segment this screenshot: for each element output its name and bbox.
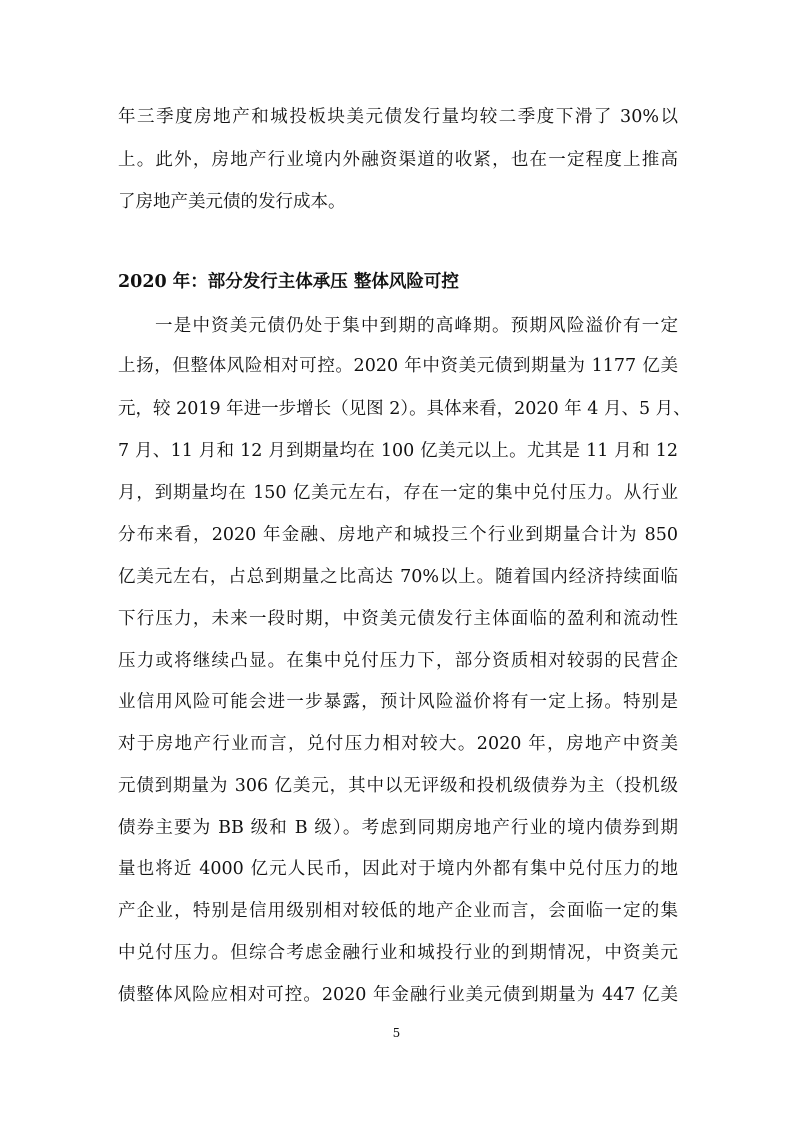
section-heading: 2020 年：部分发行主体承压 整体风险可控 — [118, 272, 459, 292]
body-line-13: 债券主要为 BB 级和 B 级）。考虑到同期房地产行业的境内债券到期 — [118, 818, 678, 838]
intro-line-3: 了房地产美元债的发行成本。 — [118, 192, 346, 212]
page-number: 5 — [392, 1026, 401, 1040]
body-line-1: 一是中资美元债仍处于集中到期的高峰期。预期风险溢价有一定 — [155, 316, 678, 336]
body-line-11: 对于房地产行业而言，兑付压力相对较大。2020 年，房地产中资美 — [118, 734, 678, 754]
body-line-6: 分布来看，2020 年金融、房地产和城投三个行业到期量合计为 850 — [118, 525, 678, 545]
body-line-15: 产企业，特别是信用级别相对较低的地产企业而言，会面临一定的集 — [118, 901, 678, 921]
intro-line-2: 上。此外，房地产行业境内外融资渠道的收紧，也在一定程度上推高 — [118, 150, 678, 170]
body-line-17: 债整体风险应相对可控。2020 年金融行业美元债到期量为 447 亿美 — [118, 985, 678, 1005]
body-line-2: 上扬，但整体风险相对可控。2020 年中资美元债到期量为 1177 亿美 — [118, 356, 678, 376]
body-line-12: 元债到期量为 306 亿美元，其中以无评级和投机级债券为主（投机级 — [118, 776, 678, 796]
intro-line-1: 年三季度房地产和城投板块美元债发行量均较二季度下滑了 30%以 — [118, 107, 678, 127]
body-line-4: 7 月、11 月和 12 月到期量均在 100 亿美元以上。尤其是 11 月和 12 — [118, 441, 678, 461]
body-line-16: 中兑付压力。但综合考虑金融行业和城投行业的到期情况，中资美元 — [118, 943, 678, 963]
body-line-9: 压力或将继续凸显。在集中兑付压力下，部分资质相对较弱的民营企 — [118, 651, 678, 671]
body-line-3: 元，较 2019 年进一步增长（见图 2）。具体来看，2020 年 4 月、5 月、 — [118, 399, 691, 419]
body-line-14: 量也将近 4000 亿元人民币，因此对于境内外都有集中兑付压力的地 — [118, 859, 678, 879]
body-line-5: 月，到期量均在 150 亿美元左右，存在一定的集中兑付压力。从行业 — [118, 483, 678, 503]
body-line-7: 亿美元左右，占总到期量之比高达 70%以上。随着国内经济持续面临 — [118, 567, 678, 587]
body-line-10: 业信用风险可能会进一步暴露，预计风险溢价将有一定上扬。特别是 — [118, 692, 678, 712]
body-line-8: 下行压力，未来一段时期，中资美元债发行主体面临的盈利和流动性 — [118, 609, 678, 629]
